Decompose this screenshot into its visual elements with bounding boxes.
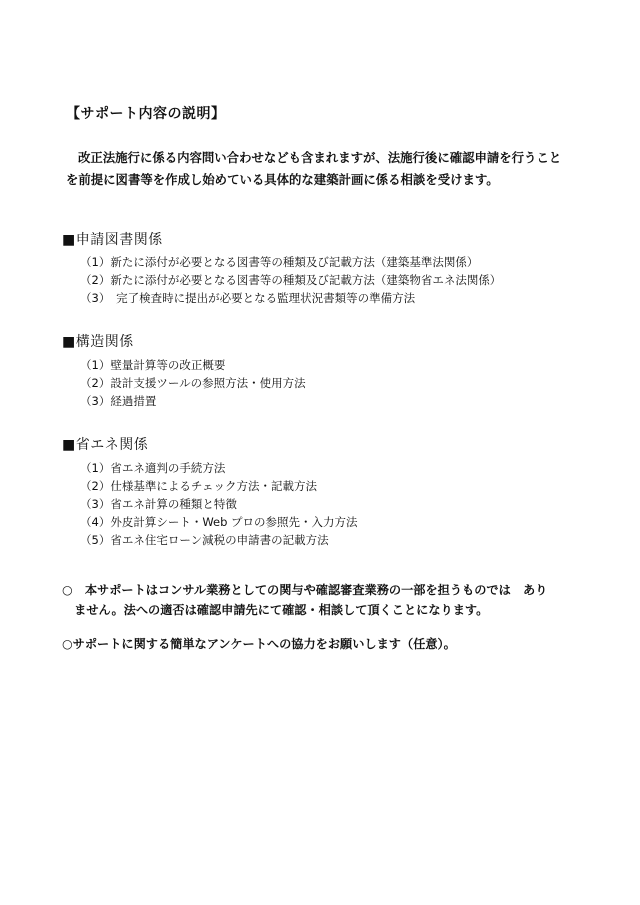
disclaimer-line-1: ○ 本サポートはコンサル業務としての関与や確認審査業務の一部を担うものでは あり [62, 583, 548, 597]
intro-line-1: 改正法施行に係る内容問い合わせなども含まれますが、法施行後に確認申請を行うこと [78, 150, 562, 165]
structure-list [80, 356, 306, 410]
list-item: （3）省エネ計算の種類と特徴 [80, 497, 237, 511]
list-item: （5）省エネ住宅ローン減税の申請書の記載方法 [80, 533, 329, 547]
list-item: （1）省エネ適判の手続方法 [80, 461, 226, 475]
list-item: （2）仕様基準によるチェック方法・記載方法 [80, 479, 317, 493]
list-item: （2）新たに添付が必要となる図書等の種類及び記載方法（建築物省エネ法関係） [80, 273, 502, 287]
survey-note [62, 634, 456, 654]
section-heading-structure: ■構造関係 [62, 334, 134, 350]
list-item: （3） 完了検査時に提出が必要となる監理状況書類等の準備方法 [80, 291, 416, 305]
list-item: （1）新たに添付が必要となる図書等の種類及び記載方法（建築基準法関係） [80, 255, 479, 269]
disclaimer-line-2: ません。法への適否は確認申請先にて確認・相談して頂くことになります。 [62, 603, 489, 617]
section-heading-application-documents: ■申請図書関係 [62, 232, 163, 248]
page-title: 【サポート内容の説明】 [66, 106, 226, 122]
intro-paragraph [66, 147, 586, 191]
list-item: （3）経過措置 [80, 394, 157, 408]
list-item: （4）外皮計算シート・Web プロの参照先・入力方法 [80, 515, 358, 529]
energy-saving-list [80, 459, 358, 549]
application-documents-list [80, 253, 501, 307]
disclaimer-note [62, 580, 547, 620]
list-item: （2）設計支援ツールの参照方法・使用方法 [80, 376, 306, 390]
section-heading-energy-saving: ■省エネ関係 [62, 437, 149, 453]
intro-line-2: を前提に図書等を作成し始めている具体的な建築計画に係る相談を受けます。 [66, 172, 499, 187]
survey-line: ○サポートに関する簡単なアンケートへの協力をお願いします（任意）。 [62, 637, 456, 651]
list-item: （1）壁量計算等の改正概要 [80, 358, 226, 372]
